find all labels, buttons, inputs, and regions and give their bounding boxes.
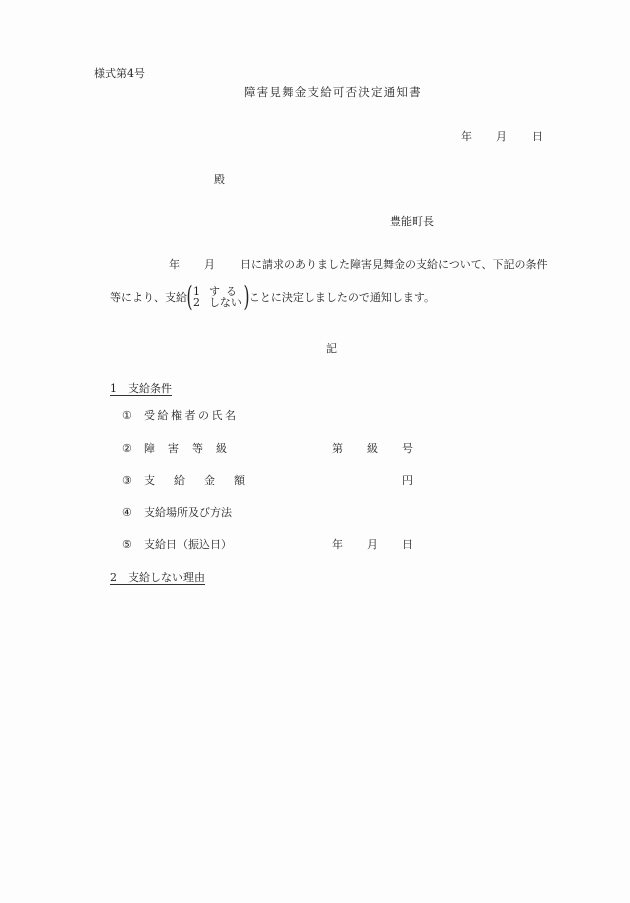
grade-kyu-label: 級 <box>367 442 378 455</box>
item-label: 受給権者の氏名 <box>144 409 239 422</box>
date-year-label: 年 <box>461 130 472 143</box>
addressee-honorific: 殿 <box>214 173 225 186</box>
date-month-label: 月 <box>496 130 507 143</box>
item-number: ② <box>122 442 132 455</box>
body-year-label: 年 <box>169 258 180 271</box>
payment-choice-stack <box>193 286 243 308</box>
choice-2-text: しない <box>208 296 242 309</box>
payment-date-day-label: 日 <box>402 538 413 551</box>
document-title: 障害見舞金支給可否決定通知書 <box>244 85 422 99</box>
right-paren-icon: ) <box>243 280 250 313</box>
body-line2-suffix: ことに決定しましたので通知します。 <box>248 290 435 304</box>
payment-date-month-label: 月 <box>367 538 378 551</box>
item-payment-place-method <box>122 507 232 518</box>
item-payment-amount <box>122 475 264 486</box>
form-number: 様式第4号 <box>94 67 145 80</box>
item-recipient-name <box>122 410 239 421</box>
amount-yen-label: 円 <box>402 474 413 487</box>
date-day-label: 日 <box>532 130 543 143</box>
item-label: 支給日（振込日） <box>144 538 232 551</box>
item-disability-grade <box>122 443 240 454</box>
item-number: ① <box>122 409 132 422</box>
item-number: ⑤ <box>122 538 132 551</box>
left-paren-icon: ( <box>186 280 193 313</box>
grade-dai-label: 第 <box>332 442 343 455</box>
choice-1-text: する <box>208 285 243 298</box>
body-line1-text: 日に請求のありました障害見舞金の支給について、下記の条件 <box>240 258 548 271</box>
payment-date-year-label: 年 <box>332 538 343 551</box>
body-month-label: 月 <box>204 258 215 271</box>
item-label: 支給金額 <box>144 474 264 487</box>
choice-option-2 <box>193 297 243 308</box>
body-line2 <box>110 282 435 312</box>
item-label: 支給場所及び方法 <box>144 506 232 519</box>
choice-1-number: 1 <box>192 285 200 298</box>
issuer-name: 豊能町長 <box>390 215 434 228</box>
item-number: ④ <box>122 506 132 519</box>
section2-heading: 2 支給しない理由 <box>110 571 205 584</box>
body-line2-prefix: 等により、支給 <box>110 290 187 304</box>
item-number: ③ <box>122 474 132 487</box>
section1-heading: 1 支給条件 <box>110 382 172 395</box>
grade-go-label: 号 <box>402 442 413 455</box>
item-payment-date <box>122 539 232 550</box>
item-label: 障害等級 <box>144 442 240 455</box>
ki-heading: 記 <box>326 342 337 355</box>
choice-2-number: 2 <box>192 296 200 309</box>
